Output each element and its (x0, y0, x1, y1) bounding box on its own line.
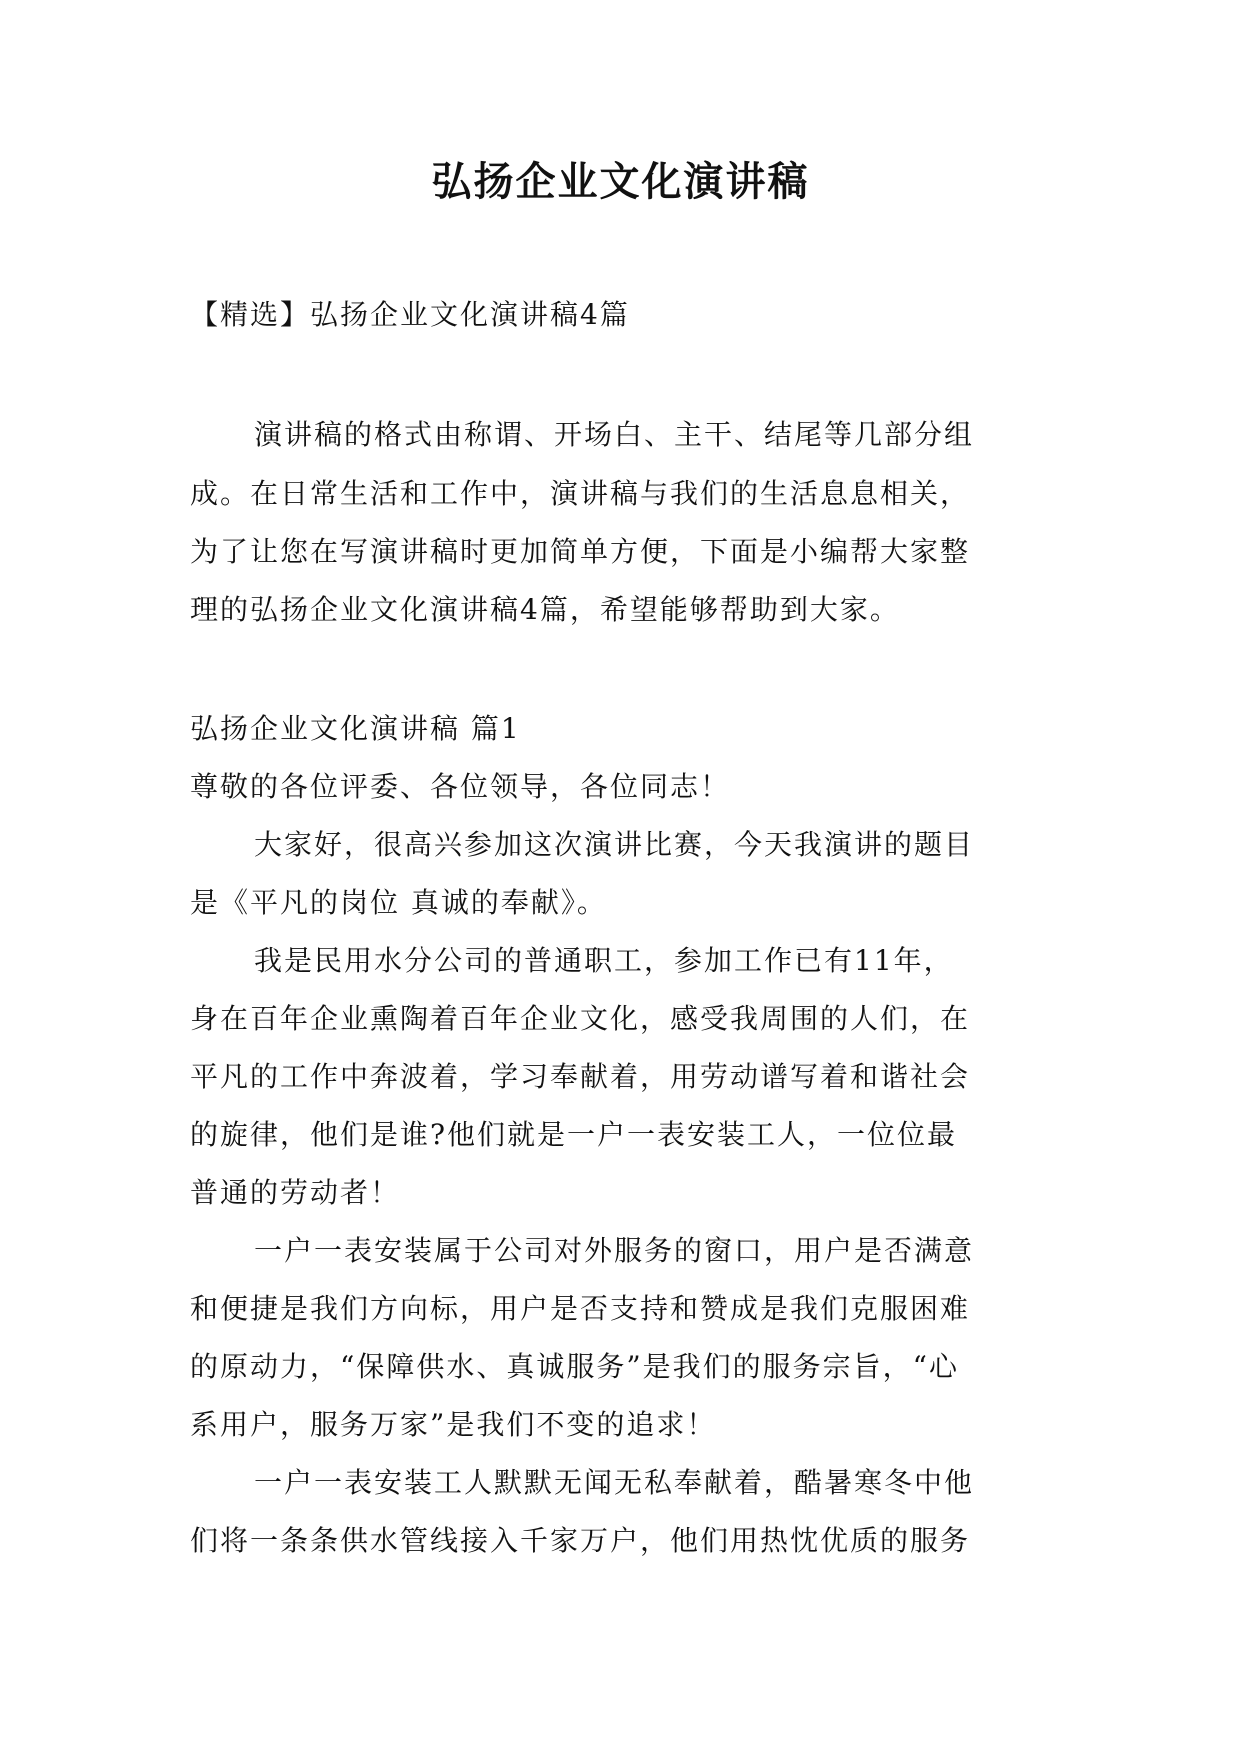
body-line: 的旋律，他们是谁?他们就是一户一表安装工人，一位位最 (190, 1118, 958, 1151)
body-line: 平凡的工作中奔波着，学习奉献着，用劳动谱写着和谐社会 (190, 1060, 971, 1093)
body-line: 是《平凡的岗位 真诚的奉献》。 (190, 886, 607, 919)
body-line: 和便捷是我们方向标，用户是否支持和赞成是我们克服困难 (190, 1292, 971, 1325)
intro-line: 演讲稿的格式由称谓、开场白、主干、结尾等几部分组 (254, 418, 975, 451)
body-line: 身在百年企业熏陶着百年企业文化，感受我周围的人们，在 (190, 1002, 971, 1035)
body-line: 的原动力，“保障供水、真诚服务”是我们的服务宗旨，“心 (190, 1350, 959, 1383)
body-line: 一户一表安装工人默默无闻无私奉献着，酷暑寒冬中他 (254, 1466, 975, 1499)
intro-line: 为了让您在写演讲稿时更加简单方便，下面是小编帮大家整 (190, 535, 971, 568)
intro-line: 成。在日常生活和工作中，演讲稿与我们的生活息息相关， (190, 477, 971, 510)
salutation-line: 尊敬的各位评委、各位领导，各位同志！ (190, 770, 731, 803)
body-line: 大家好，很高兴参加这次演讲比赛，今天我演讲的题目 (254, 828, 975, 861)
body-line: 一户一表安装属于公司对外服务的窗口，用户是否满意 (254, 1234, 975, 1267)
body-line: 们将一条条供水管线接入千家万户，他们用热忱优质的服务 (190, 1524, 971, 1557)
body-line: 普通的劳动者！ (190, 1176, 401, 1209)
intro-line: 理的弘扬企业文化演讲稿4篇，希望能够帮助到大家。 (190, 593, 900, 626)
body-line: 我是民用水分公司的普通职工，参加工作已有11年， (254, 944, 954, 977)
document-title: 弘扬企业文化演讲稿 (431, 158, 810, 205)
body-line: 系用户，服务万家”是我们不变的追求！ (190, 1408, 717, 1441)
section-heading: 弘扬企业文化演讲稿 篇1 (190, 712, 521, 745)
document-subtitle: 【精选】弘扬企业文化演讲稿4篇 (190, 298, 630, 331)
